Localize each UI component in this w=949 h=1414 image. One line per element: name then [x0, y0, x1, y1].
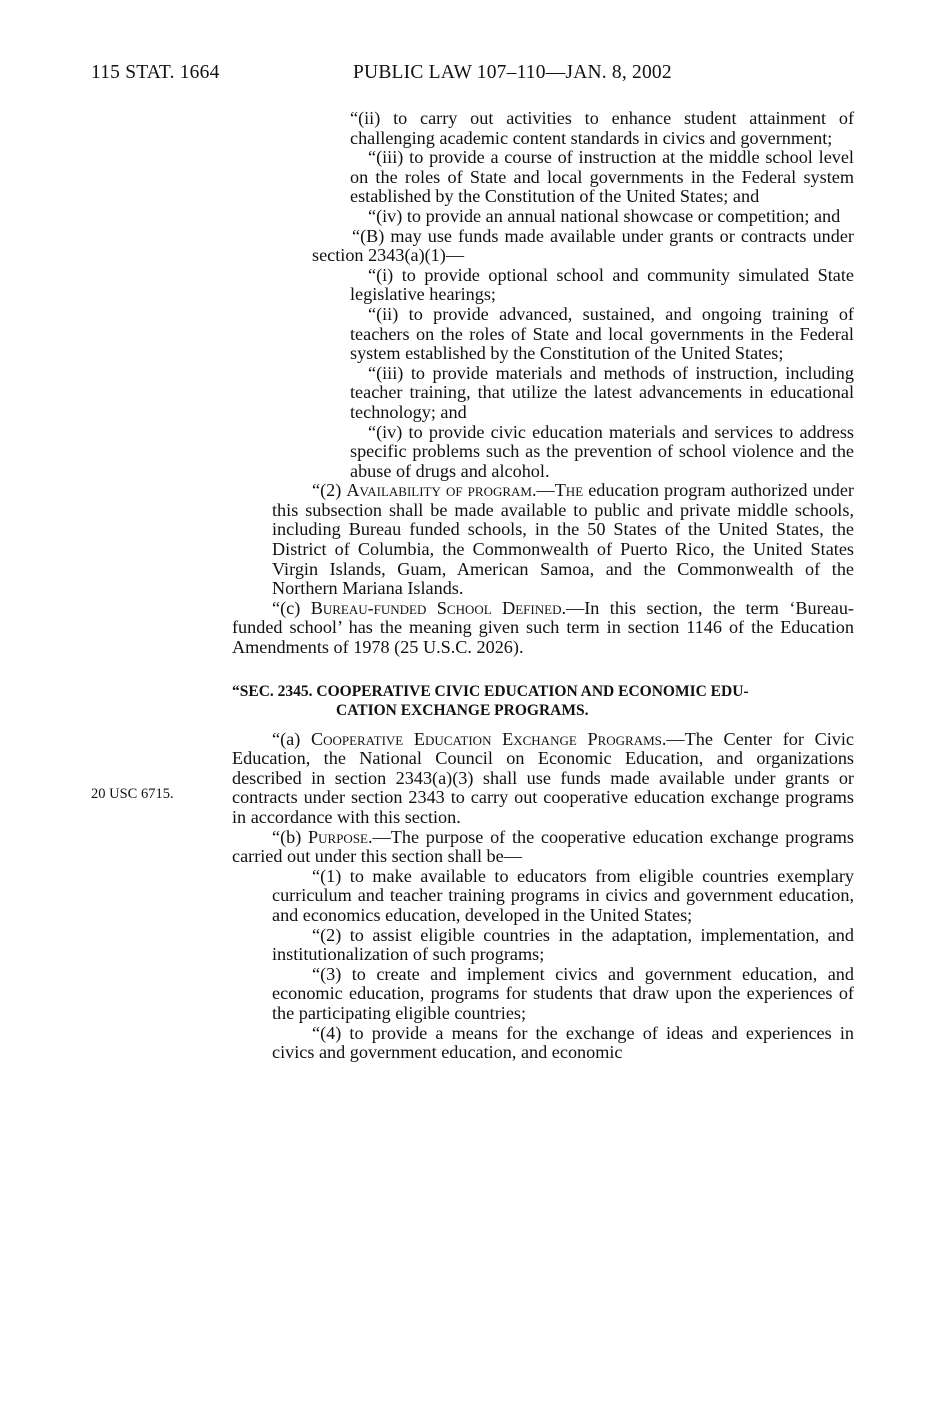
- bureau-number: “(c): [272, 597, 301, 618]
- document-body: [232, 109, 854, 1063]
- purpose-text: The purpose of the cooperative education exchange programs carried out under this section shall be—: [232, 826, 854, 867]
- paragraph-a-iv: “(iv) to provide an annual national showcase or competition; and: [368, 205, 841, 226]
- bureau-text: In this section, the term ‘Bureau-funded school’ has the meaning given such term in section 1146 of the Education Amendments of 1978 (25 U.S.C. 2026).: [232, 597, 854, 658]
- purpose-number: “(b): [272, 826, 302, 847]
- coop-heading: Cooperative Education Exchange Programs.—: [310, 728, 685, 749]
- paragraph-b: “(B) may use funds made available under grants or contracts under section 2343(a)(1)—: [312, 225, 854, 266]
- paragraph-cooperative-programs: [232, 730, 854, 828]
- stat-page-number: 115 STAT. 1664: [91, 62, 220, 83]
- coop-text: The Center for Civic Education, the National Council on Economic Education, and organizations described in section 2343(a)(3) shall use funds made available under grants or contracts under section 2343 to carry out cooperative education exchange programs in accordance with this section.: [232, 728, 854, 827]
- public-law-citation: PUBLIC LAW 107–110—JAN. 8, 2002: [353, 62, 672, 83]
- margin-note-usc: 20 USC 6715.: [91, 786, 174, 802]
- section-heading-line2: CATION EXCHANGE PROGRAMS.: [336, 701, 589, 719]
- availability-text: education program authorized under this subsection shall be made available to public and private middle schools, including Bureau funded schools, in the 50 States of the United States, the District of Columbia, the Commonwealth of Puerto Rico, the United States Virgin Islands, Guam, American Samoa, and the Commonwealth of the Northern Mariana Islands.: [272, 480, 854, 599]
- paragraph-b-iv: “(iv) to provide civic education materials and services to address specific problems such as the prevention of school violence and the abuse of drugs and alcohol.: [350, 421, 854, 481]
- section-heading-line1: “SEC. 2345. COOPERATIVE CIVIC EDUCATION AND ECONOMIC EDU-: [232, 682, 749, 700]
- bureau-heading: Bureau-funded School Defined.—: [310, 597, 585, 618]
- paragraph-a-iii: “(iii) to provide a course of instruction at the middle school level on the roles of State and local governments in the Federal system established by the Constitution of the United States; and: [350, 147, 854, 207]
- paragraph-purpose-1: “(1) to make available to educators from eligible countries exemplary curriculum and teacher training programs in civics and government education, and economics education, developed in the United States;: [272, 865, 854, 925]
- section-heading: [232, 682, 854, 720]
- paragraph-purpose-3: “(3) to create and implement civics and government education, and economic education, programs for students that draw upon the experiences of the participating eligible countries;: [272, 963, 854, 1023]
- paragraph-purpose: [232, 828, 854, 867]
- paragraph-b-ii: “(ii) to provide advanced, sustained, and ongoing training of teachers on the roles of State and local governments in the Federal system established by the Constitution of the United States;: [350, 303, 854, 364]
- purpose-heading: Purpose.—: [308, 826, 391, 847]
- paragraph-a-ii: “(ii) to carry out activities to enhance student attainment of challenging academic content standards in civics and government;: [350, 108, 854, 148]
- paragraph-purpose-4: “(4) to provide a means for the exchange of ideas and experiences in civics and government education, and economic: [272, 1022, 854, 1063]
- availability-number: “(2): [312, 480, 342, 501]
- paragraph-b-i: “(i) to provide optional school and community simulated State legislative hearings;: [350, 264, 854, 305]
- availability-heading: Availability of program.—The: [346, 480, 584, 501]
- paragraph-b-iii: “(iii) to provide materials and methods of instruction, including teacher training, that utilize the latest advancements in educational technology; and: [350, 362, 854, 422]
- paragraph-purpose-2: “(2) to assist eligible countries in the adaptation, implementation, and institutionalization of such programs;: [272, 924, 854, 965]
- paragraph-bureau-definition: [232, 599, 854, 658]
- paragraph-availability: [232, 481, 854, 599]
- coop-number: “(a): [272, 728, 301, 749]
